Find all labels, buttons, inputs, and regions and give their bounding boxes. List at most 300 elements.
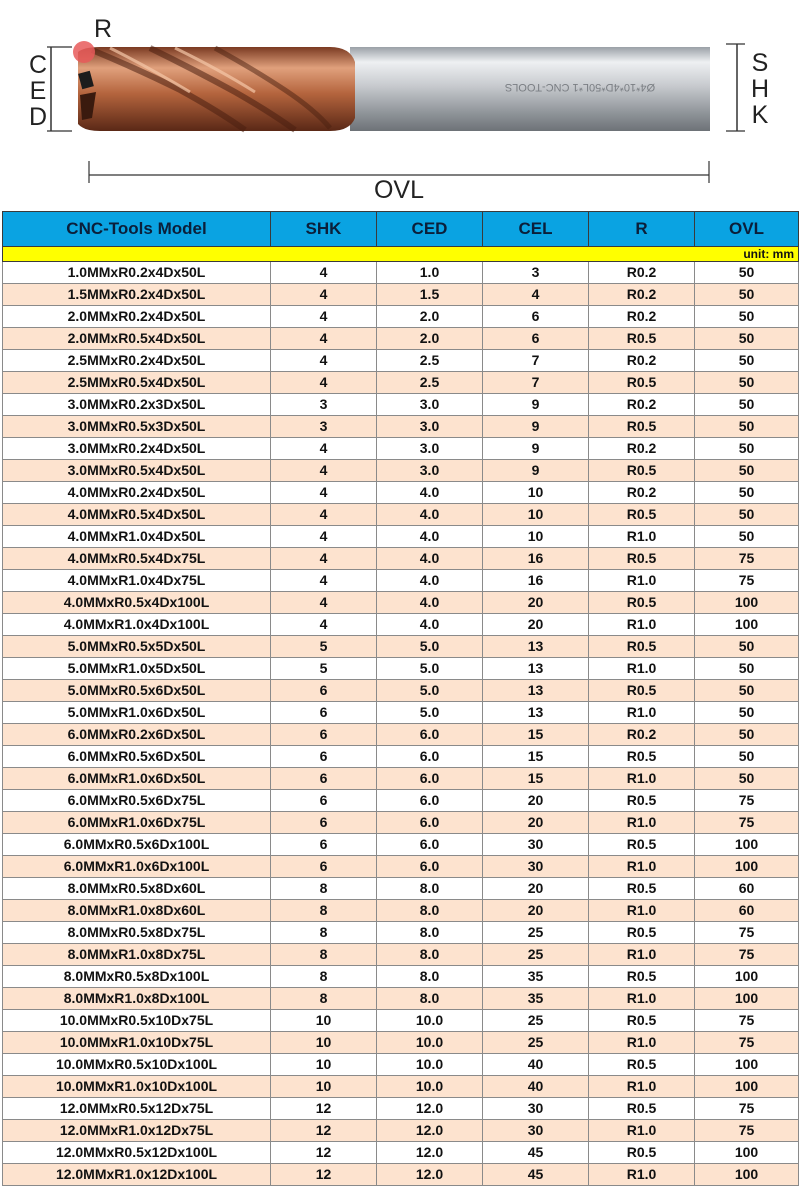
table-row xyxy=(3,1076,799,1098)
table-row xyxy=(3,834,799,856)
cell-ced: 3.0 xyxy=(377,460,483,482)
cell-ced: 2.5 xyxy=(377,372,483,394)
cell-r: R0.2 xyxy=(589,306,695,328)
cell-ovl: 100 xyxy=(695,988,799,1010)
cell-cel: 35 xyxy=(483,966,589,988)
cell-shk: 4 xyxy=(271,460,377,482)
cell-ovl: 100 xyxy=(695,1076,799,1098)
cell-r: R0.5 xyxy=(589,1142,695,1164)
cell-shk: 6 xyxy=(271,768,377,790)
cell-model: 6.0MMxR0.5x6Dx75L xyxy=(3,790,271,812)
cell-model: 4.0MMxR0.5x4Dx50L xyxy=(3,504,271,526)
cell-ovl: 75 xyxy=(695,944,799,966)
r-label: R xyxy=(93,15,113,43)
cell-cel: 7 xyxy=(483,350,589,372)
cell-ced: 8.0 xyxy=(377,922,483,944)
cell-ovl: 100 xyxy=(695,1164,799,1186)
table-row xyxy=(3,1032,799,1054)
cell-model: 3.0MMxR0.2x4Dx50L xyxy=(3,438,271,460)
cell-ced: 4.0 xyxy=(377,548,483,570)
cell-ced: 1.5 xyxy=(377,284,483,306)
cell-model: 1.5MMxR0.2x4Dx50L xyxy=(3,284,271,306)
cell-ovl: 100 xyxy=(695,592,799,614)
cell-ovl: 50 xyxy=(695,768,799,790)
cell-r: R0.5 xyxy=(589,746,695,768)
table-row xyxy=(3,284,799,306)
cell-cel: 10 xyxy=(483,526,589,548)
cell-model: 2.5MMxR0.5x4Dx50L xyxy=(3,372,271,394)
cell-model: 5.0MMxR1.0x5Dx50L xyxy=(3,658,271,680)
cell-ovl: 100 xyxy=(695,1054,799,1076)
cell-r: R1.0 xyxy=(589,812,695,834)
cell-ced: 8.0 xyxy=(377,944,483,966)
cell-cel: 9 xyxy=(483,460,589,482)
cell-model: 12.0MMxR0.5x12Dx75L xyxy=(3,1098,271,1120)
cell-r: R0.5 xyxy=(589,1054,695,1076)
cell-cel: 25 xyxy=(483,944,589,966)
table-row xyxy=(3,570,799,592)
cell-ced: 6.0 xyxy=(377,834,483,856)
table-row xyxy=(3,1098,799,1120)
cell-cel: 6 xyxy=(483,306,589,328)
cell-model: 10.0MMxR1.0x10Dx100L xyxy=(3,1076,271,1098)
cell-shk: 4 xyxy=(271,284,377,306)
cell-cel: 20 xyxy=(483,592,589,614)
cell-ovl: 50 xyxy=(695,438,799,460)
cell-shk: 5 xyxy=(271,658,377,680)
shk-label-s: S xyxy=(751,49,769,77)
cell-ced: 4.0 xyxy=(377,504,483,526)
cell-ovl: 100 xyxy=(695,614,799,636)
cell-shk: 6 xyxy=(271,746,377,768)
cell-model: 5.0MMxR0.5x6Dx50L xyxy=(3,680,271,702)
cell-cel: 16 xyxy=(483,570,589,592)
cell-cel: 40 xyxy=(483,1054,589,1076)
cell-ced: 5.0 xyxy=(377,702,483,724)
table-row xyxy=(3,460,799,482)
cell-shk: 4 xyxy=(271,526,377,548)
cell-ced: 6.0 xyxy=(377,724,483,746)
cell-model: 12.0MMxR1.0x12Dx100L xyxy=(3,1164,271,1186)
table-row xyxy=(3,1010,799,1032)
cell-cel: 9 xyxy=(483,438,589,460)
shk-label-h: H xyxy=(750,75,770,103)
table-row xyxy=(3,262,799,284)
cell-ovl: 75 xyxy=(695,790,799,812)
cell-r: R1.0 xyxy=(589,1076,695,1098)
cell-ovl: 100 xyxy=(695,856,799,878)
cell-ovl: 50 xyxy=(695,372,799,394)
cell-model: 6.0MMxR0.2x6Dx50L xyxy=(3,724,271,746)
cell-r: R0.2 xyxy=(589,438,695,460)
end-mill-diagram xyxy=(0,0,800,210)
cell-ovl: 75 xyxy=(695,1010,799,1032)
cell-ced: 12.0 xyxy=(377,1098,483,1120)
cell-ovl: 50 xyxy=(695,636,799,658)
header-ced: CED xyxy=(377,212,483,247)
cell-r: R0.5 xyxy=(589,878,695,900)
cell-r: R0.5 xyxy=(589,834,695,856)
cell-r: R0.5 xyxy=(589,504,695,526)
cell-cel: 13 xyxy=(483,658,589,680)
table-row xyxy=(3,658,799,680)
cell-ovl: 60 xyxy=(695,900,799,922)
table-row xyxy=(3,592,799,614)
cutting-head xyxy=(78,47,355,131)
cell-r: R0.5 xyxy=(589,922,695,944)
cell-cel: 4 xyxy=(483,284,589,306)
cell-model: 2.5MMxR0.2x4Dx50L xyxy=(3,350,271,372)
cell-ced: 2.0 xyxy=(377,328,483,350)
cell-ovl: 50 xyxy=(695,724,799,746)
cell-r: R0.5 xyxy=(589,416,695,438)
cell-ced: 4.0 xyxy=(377,570,483,592)
table-row xyxy=(3,548,799,570)
cell-shk: 10 xyxy=(271,1054,377,1076)
cell-model: 10.0MMxR1.0x10Dx75L xyxy=(3,1032,271,1054)
cell-cel: 13 xyxy=(483,680,589,702)
cell-r: R0.5 xyxy=(589,966,695,988)
cell-cel: 30 xyxy=(483,856,589,878)
cell-model: 4.0MMxR0.2x4Dx50L xyxy=(3,482,271,504)
shank-engraving: Ø4*10*4D*50L*1 CNC-TOOLS xyxy=(504,81,656,93)
cell-ced: 5.0 xyxy=(377,636,483,658)
cell-cel: 7 xyxy=(483,372,589,394)
shk-label-k: K xyxy=(751,101,769,129)
cell-model: 3.0MMxR0.5x3Dx50L xyxy=(3,416,271,438)
table-header-row xyxy=(3,212,799,247)
cell-r: R1.0 xyxy=(589,702,695,724)
cell-r: R0.5 xyxy=(589,636,695,658)
cell-ced: 12.0 xyxy=(377,1120,483,1142)
cell-shk: 5 xyxy=(271,636,377,658)
cell-ovl: 75 xyxy=(695,1098,799,1120)
cell-ovl: 100 xyxy=(695,966,799,988)
cell-ovl: 75 xyxy=(695,570,799,592)
cell-ced: 6.0 xyxy=(377,812,483,834)
cell-r: R1.0 xyxy=(589,1120,695,1142)
cell-model: 8.0MMxR1.0x8Dx75L xyxy=(3,944,271,966)
cell-shk: 8 xyxy=(271,966,377,988)
cell-ovl: 50 xyxy=(695,746,799,768)
cell-ced: 8.0 xyxy=(377,878,483,900)
unit-row xyxy=(3,247,799,262)
cell-model: 4.0MMxR0.5x4Dx75L xyxy=(3,548,271,570)
table-row xyxy=(3,922,799,944)
table-row xyxy=(3,328,799,350)
ovl-label: OVL xyxy=(373,176,425,204)
cell-ovl: 50 xyxy=(695,328,799,350)
cell-model: 2.0MMxR0.5x4Dx50L xyxy=(3,328,271,350)
cell-shk: 4 xyxy=(271,438,377,460)
table-row xyxy=(3,394,799,416)
cell-r: R1.0 xyxy=(589,570,695,592)
cell-ced: 3.0 xyxy=(377,416,483,438)
table-row xyxy=(3,350,799,372)
cell-cel: 13 xyxy=(483,636,589,658)
cell-shk: 6 xyxy=(271,856,377,878)
cell-shk: 4 xyxy=(271,372,377,394)
cell-r: R1.0 xyxy=(589,526,695,548)
cell-r: R0.2 xyxy=(589,482,695,504)
cell-model: 5.0MMxR0.5x5Dx50L xyxy=(3,636,271,658)
cell-r: R0.2 xyxy=(589,284,695,306)
cell-shk: 4 xyxy=(271,350,377,372)
cell-ced: 12.0 xyxy=(377,1164,483,1186)
cell-ovl: 75 xyxy=(695,1120,799,1142)
cell-model: 10.0MMxR0.5x10Dx75L xyxy=(3,1010,271,1032)
cell-r: R1.0 xyxy=(589,658,695,680)
cell-shk: 3 xyxy=(271,394,377,416)
cell-cel: 16 xyxy=(483,548,589,570)
cell-shk: 4 xyxy=(271,570,377,592)
cell-shk: 8 xyxy=(271,900,377,922)
cell-r: R0.5 xyxy=(589,372,695,394)
cell-model: 8.0MMxR1.0x8Dx100L xyxy=(3,988,271,1010)
cell-ovl: 50 xyxy=(695,680,799,702)
cell-cel: 45 xyxy=(483,1142,589,1164)
cell-r: R0.5 xyxy=(589,1098,695,1120)
spec-table xyxy=(2,211,799,1186)
cell-model: 1.0MMxR0.2x4Dx50L xyxy=(3,262,271,284)
cell-ovl: 50 xyxy=(695,504,799,526)
table-row xyxy=(3,482,799,504)
cell-cel: 3 xyxy=(483,262,589,284)
cell-shk: 10 xyxy=(271,1010,377,1032)
table-row xyxy=(3,306,799,328)
cell-ced: 4.0 xyxy=(377,592,483,614)
cell-cel: 35 xyxy=(483,988,589,1010)
cell-cel: 6 xyxy=(483,328,589,350)
cell-ced: 8.0 xyxy=(377,900,483,922)
cell-shk: 6 xyxy=(271,790,377,812)
cell-model: 8.0MMxR0.5x8Dx60L xyxy=(3,878,271,900)
table-row xyxy=(3,1142,799,1164)
cell-cel: 45 xyxy=(483,1164,589,1186)
cell-shk: 6 xyxy=(271,702,377,724)
table-row xyxy=(3,724,799,746)
cell-ced: 4.0 xyxy=(377,614,483,636)
cell-ovl: 50 xyxy=(695,306,799,328)
ced-label-d: D xyxy=(28,103,48,131)
cell-ced: 6.0 xyxy=(377,790,483,812)
cell-r: R1.0 xyxy=(589,900,695,922)
cell-ced: 1.0 xyxy=(377,262,483,284)
cell-shk: 4 xyxy=(271,262,377,284)
cell-ced: 6.0 xyxy=(377,856,483,878)
ced-dimension-bracket xyxy=(47,47,72,131)
cell-r: R0.2 xyxy=(589,350,695,372)
cell-ced: 8.0 xyxy=(377,988,483,1010)
cell-shk: 4 xyxy=(271,592,377,614)
cell-r: R0.5 xyxy=(589,592,695,614)
table-row xyxy=(3,1164,799,1186)
cell-model: 8.0MMxR0.5x8Dx100L xyxy=(3,966,271,988)
cell-shk: 8 xyxy=(271,922,377,944)
cell-ovl: 50 xyxy=(695,482,799,504)
cell-ovl: 75 xyxy=(695,548,799,570)
cell-cel: 25 xyxy=(483,1032,589,1054)
cell-ovl: 50 xyxy=(695,284,799,306)
cell-r: R1.0 xyxy=(589,856,695,878)
cell-model: 3.0MMxR0.2x3Dx50L xyxy=(3,394,271,416)
cell-ced: 10.0 xyxy=(377,1032,483,1054)
table-row xyxy=(3,702,799,724)
header-ovl: OVL xyxy=(695,212,799,247)
cell-cel: 40 xyxy=(483,1076,589,1098)
cell-ovl: 75 xyxy=(695,1032,799,1054)
cell-ced: 5.0 xyxy=(377,658,483,680)
cell-r: R0.5 xyxy=(589,1010,695,1032)
cell-shk: 4 xyxy=(271,504,377,526)
cell-shk: 3 xyxy=(271,416,377,438)
cell-cel: 20 xyxy=(483,900,589,922)
cell-cel: 30 xyxy=(483,1098,589,1120)
table-row xyxy=(3,746,799,768)
cell-ced: 10.0 xyxy=(377,1010,483,1032)
cell-shk: 12 xyxy=(271,1120,377,1142)
cell-model: 6.0MMxR1.0x6Dx75L xyxy=(3,812,271,834)
table-row xyxy=(3,790,799,812)
table-row xyxy=(3,768,799,790)
cell-shk: 4 xyxy=(271,614,377,636)
cell-cel: 20 xyxy=(483,790,589,812)
table-row xyxy=(3,1120,799,1142)
cell-model: 10.0MMxR0.5x10Dx100L xyxy=(3,1054,271,1076)
cell-shk: 4 xyxy=(271,548,377,570)
cell-shk: 8 xyxy=(271,944,377,966)
cell-cel: 9 xyxy=(483,394,589,416)
shk-dimension-bracket xyxy=(726,44,745,131)
cell-model: 4.0MMxR1.0x4Dx50L xyxy=(3,526,271,548)
cell-model: 3.0MMxR0.5x4Dx50L xyxy=(3,460,271,482)
cell-ovl: 50 xyxy=(695,350,799,372)
cell-shk: 4 xyxy=(271,482,377,504)
cell-ovl: 100 xyxy=(695,1142,799,1164)
cell-cel: 25 xyxy=(483,922,589,944)
cell-cel: 10 xyxy=(483,482,589,504)
cell-ovl: 50 xyxy=(695,460,799,482)
header-model: CNC-Tools Model xyxy=(3,212,271,247)
cell-model: 6.0MMxR0.5x6Dx100L xyxy=(3,834,271,856)
cell-model: 2.0MMxR0.2x4Dx50L xyxy=(3,306,271,328)
table-row xyxy=(3,438,799,460)
cell-shk: 10 xyxy=(271,1032,377,1054)
cell-r: R1.0 xyxy=(589,944,695,966)
header-cel: CEL xyxy=(483,212,589,247)
cell-model: 8.0MMxR1.0x8Dx60L xyxy=(3,900,271,922)
cell-cel: 9 xyxy=(483,416,589,438)
table-row xyxy=(3,900,799,922)
cell-ced: 2.0 xyxy=(377,306,483,328)
cell-model: 4.0MMxR1.0x4Dx100L xyxy=(3,614,271,636)
ced-label-c: C xyxy=(28,51,48,79)
cell-model: 8.0MMxR0.5x8Dx75L xyxy=(3,922,271,944)
cell-r: R0.5 xyxy=(589,460,695,482)
header-r: R xyxy=(589,212,695,247)
cell-shk: 8 xyxy=(271,878,377,900)
cell-shk: 12 xyxy=(271,1164,377,1186)
cell-ced: 10.0 xyxy=(377,1054,483,1076)
cell-r: R1.0 xyxy=(589,1032,695,1054)
cell-ovl: 75 xyxy=(695,922,799,944)
cell-model: 4.0MMxR1.0x4Dx75L xyxy=(3,570,271,592)
table-row xyxy=(3,856,799,878)
cell-shk: 6 xyxy=(271,724,377,746)
cell-ced: 12.0 xyxy=(377,1142,483,1164)
cell-ovl: 60 xyxy=(695,878,799,900)
cell-model: 6.0MMxR1.0x6Dx100L xyxy=(3,856,271,878)
cell-ovl: 50 xyxy=(695,526,799,548)
cell-cel: 15 xyxy=(483,746,589,768)
cell-cel: 30 xyxy=(483,834,589,856)
cell-model: 12.0MMxR1.0x12Dx75L xyxy=(3,1120,271,1142)
cell-cel: 13 xyxy=(483,702,589,724)
table-row xyxy=(3,416,799,438)
cell-ced: 2.5 xyxy=(377,350,483,372)
cell-shk: 8 xyxy=(271,988,377,1010)
cell-cel: 10 xyxy=(483,504,589,526)
cell-model: 6.0MMxR1.0x6Dx50L xyxy=(3,768,271,790)
cell-cel: 20 xyxy=(483,812,589,834)
cell-ced: 4.0 xyxy=(377,482,483,504)
cell-ced: 6.0 xyxy=(377,746,483,768)
cell-r: R0.5 xyxy=(589,328,695,350)
cell-cel: 15 xyxy=(483,724,589,746)
cell-ovl: 50 xyxy=(695,262,799,284)
cell-ovl: 100 xyxy=(695,834,799,856)
cell-r: R0.2 xyxy=(589,394,695,416)
cell-ced: 8.0 xyxy=(377,966,483,988)
cell-shk: 6 xyxy=(271,680,377,702)
cell-ovl: 50 xyxy=(695,394,799,416)
cell-shk: 12 xyxy=(271,1142,377,1164)
table-row xyxy=(3,966,799,988)
cell-ovl: 50 xyxy=(695,416,799,438)
cell-model: 5.0MMxR1.0x6Dx50L xyxy=(3,702,271,724)
cell-model: 12.0MMxR0.5x12Dx100L xyxy=(3,1142,271,1164)
cell-r: R0.5 xyxy=(589,680,695,702)
table-row xyxy=(3,614,799,636)
cell-cel: 15 xyxy=(483,768,589,790)
cell-ced: 5.0 xyxy=(377,680,483,702)
cell-shk: 4 xyxy=(271,328,377,350)
cell-r: R0.5 xyxy=(589,548,695,570)
cell-shk: 4 xyxy=(271,306,377,328)
cell-cel: 30 xyxy=(483,1120,589,1142)
cell-ced: 10.0 xyxy=(377,1076,483,1098)
cell-ced: 4.0 xyxy=(377,526,483,548)
table-row xyxy=(3,988,799,1010)
cell-r: R0.2 xyxy=(589,262,695,284)
cell-cel: 25 xyxy=(483,1010,589,1032)
corner-radius-marker xyxy=(73,41,95,63)
cell-cel: 20 xyxy=(483,614,589,636)
table-row xyxy=(3,504,799,526)
table-row xyxy=(3,526,799,548)
cell-ced: 3.0 xyxy=(377,438,483,460)
table-body xyxy=(3,247,799,1186)
cell-model: 6.0MMxR0.5x6Dx50L xyxy=(3,746,271,768)
cell-r: R0.2 xyxy=(589,724,695,746)
table-row xyxy=(3,1054,799,1076)
table-row xyxy=(3,680,799,702)
cell-r: R1.0 xyxy=(589,768,695,790)
cell-ced: 6.0 xyxy=(377,768,483,790)
cell-r: R1.0 xyxy=(589,614,695,636)
header-shk: SHK xyxy=(271,212,377,247)
table-row xyxy=(3,944,799,966)
